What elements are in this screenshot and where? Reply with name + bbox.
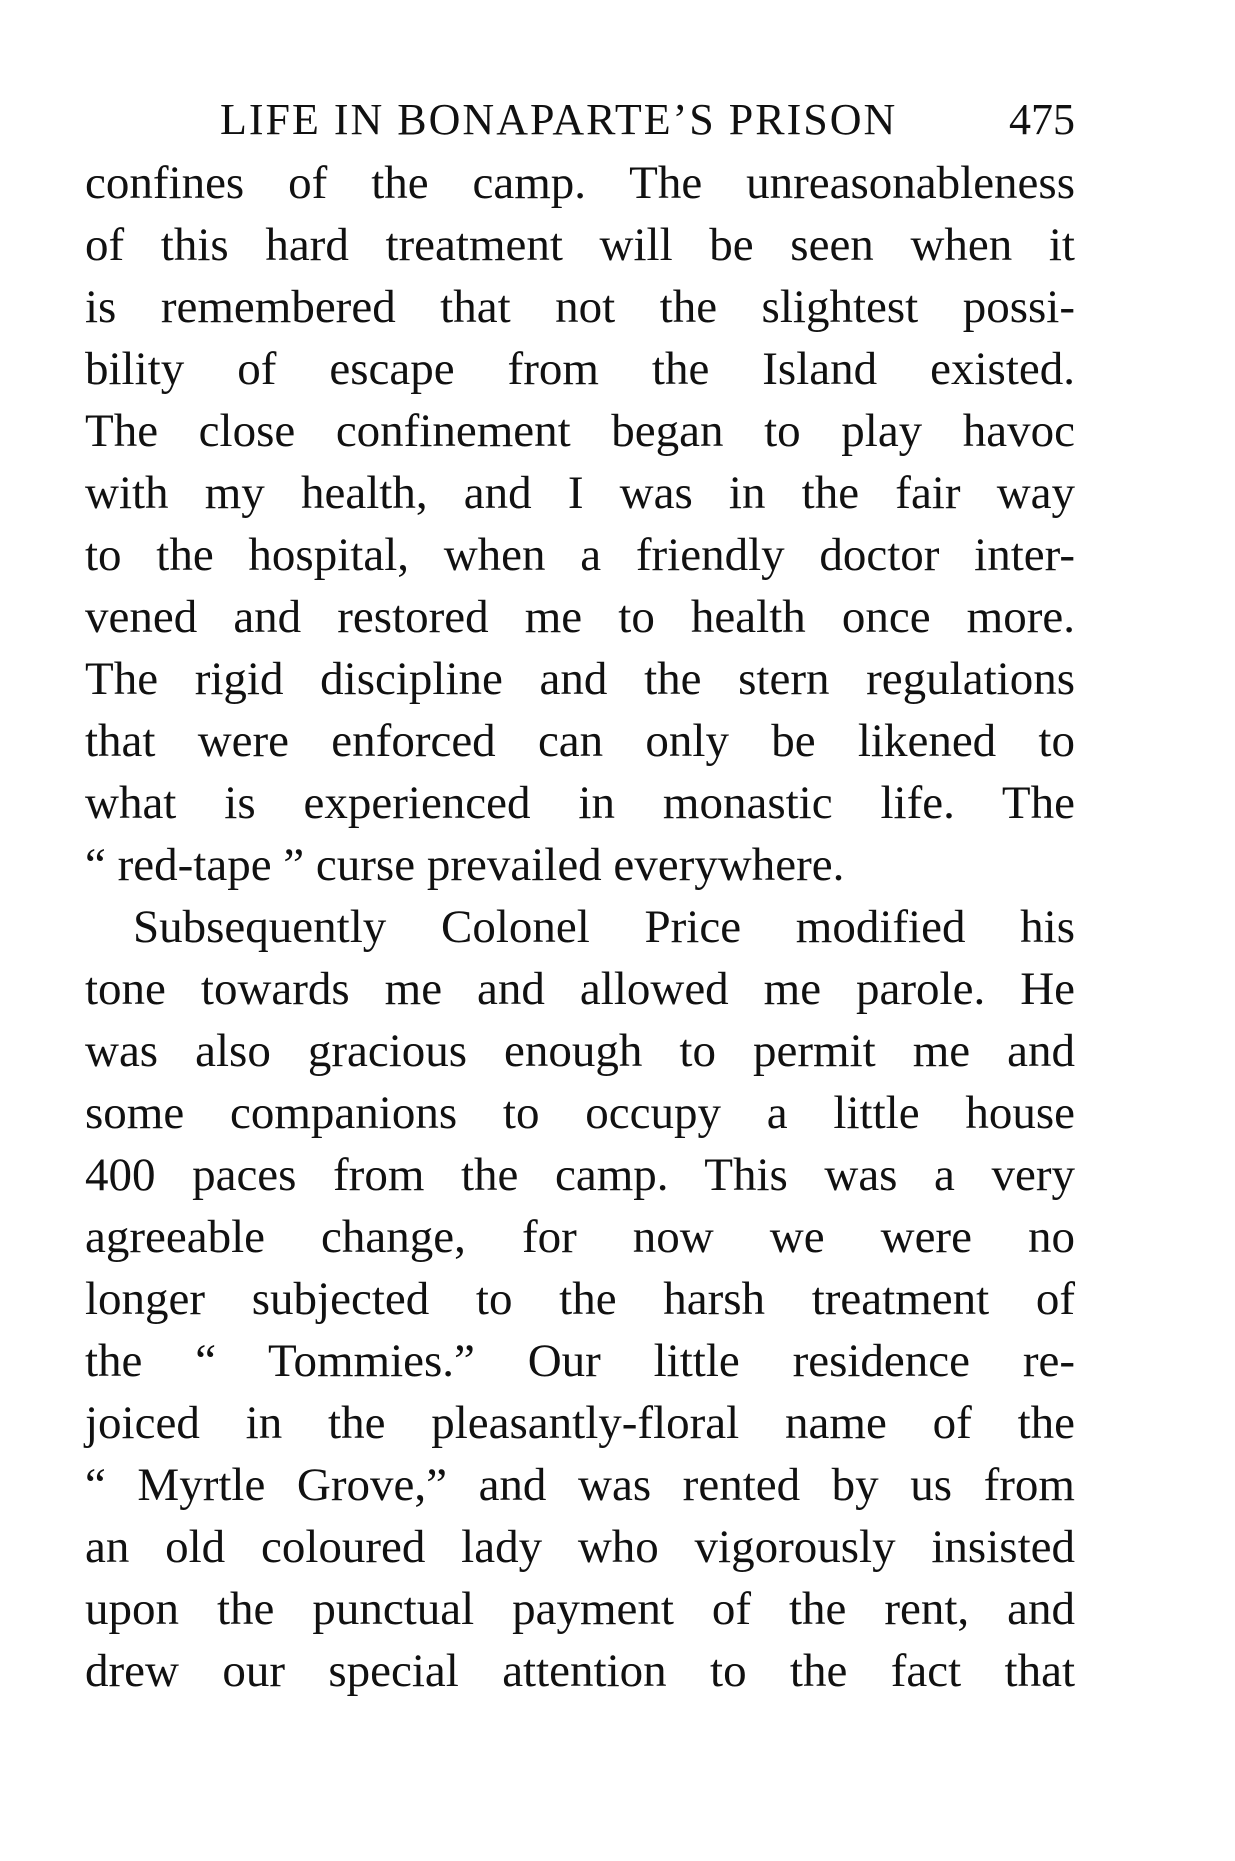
running-title: LIFE IN BONAPARTE’S PRISON <box>220 95 898 144</box>
text-line: agreeable change, for now we were no <box>85 1211 1075 1263</box>
text-line: is remembered that not the slightest possi- <box>85 281 1075 333</box>
text-line: some companions to occupy a little house <box>85 1087 1075 1139</box>
text-line: bility of escape from the Island existed. <box>85 343 1075 395</box>
page-number: 475 <box>1009 95 1075 144</box>
body-text <box>85 152 1075 1702</box>
text-line: the “ Tommies.” Our little residence re- <box>85 1335 1075 1387</box>
text-line: what is experienced in monastic life. The <box>85 777 1075 829</box>
text-line: to the hospital, when a friendly doctor inter- <box>85 529 1075 581</box>
text-line: 400 paces from the camp. This was a very <box>85 1149 1075 1201</box>
text-line: an old coloured lady who vigorously insisted <box>85 1521 1075 1573</box>
text-line: that were enforced can only be likened to <box>85 715 1075 767</box>
paragraph-2 <box>85 896 1075 1702</box>
text-line: tone towards me and allowed me parole. He <box>85 963 1075 1015</box>
text-line: The rigid discipline and the stern regulations <box>85 653 1075 705</box>
text-line: joiced in the pleasantly-floral name of the <box>85 1397 1075 1449</box>
text-line: drew our special attention to the fact that <box>85 1645 1075 1697</box>
text-line: “ red-tape ” curse prevailed everywhere. <box>85 839 845 891</box>
text-line: confines of the camp. The unreasonableness <box>85 157 1075 209</box>
text-line: with my health, and I was in the fair way <box>85 467 1075 519</box>
text-line: of this hard treatment will be seen when it <box>85 219 1075 271</box>
text-line: upon the punctual payment of the rent, and <box>85 1583 1075 1635</box>
text-line: Subsequently Colonel Price modified his <box>133 901 1075 953</box>
text-line: The close confinement began to play havoc <box>85 405 1075 457</box>
text-line: “ Myrtle Grove,” and was rented by us from <box>85 1459 1075 1511</box>
text-line: vened and restored me to health once more. <box>85 591 1075 643</box>
page-header <box>85 90 1075 150</box>
paragraph-1 <box>85 152 1075 896</box>
text-line: was also gracious enough to permit me and <box>85 1025 1075 1077</box>
text-line: longer subjected to the harsh treatment of <box>85 1273 1075 1325</box>
